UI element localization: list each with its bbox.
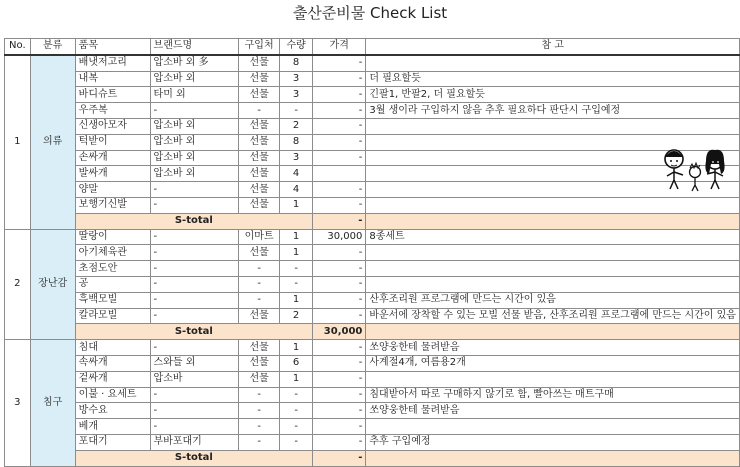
store-cell[interactable]: - bbox=[239, 261, 280, 277]
item-cell[interactable]: 방수요 bbox=[75, 403, 150, 419]
note-cell[interactable]: 산후조리원 프로그램에 만드는 시간이 있음 bbox=[366, 292, 740, 308]
item-cell[interactable]: 속싸개 bbox=[75, 355, 150, 371]
note-cell[interactable]: 더 필요할듯 bbox=[366, 71, 740, 87]
store-cell[interactable]: 선물 bbox=[239, 55, 280, 71]
store-cell[interactable]: - bbox=[239, 292, 280, 308]
table-row bbox=[5, 387, 740, 403]
table-row bbox=[5, 118, 740, 134]
store-cell[interactable]: 선물 bbox=[239, 197, 280, 213]
note-cell[interactable]: 쏘양웅한테 물려받음 bbox=[366, 340, 740, 356]
table-row bbox=[5, 229, 740, 245]
header-item[interactable]: 품목 bbox=[75, 39, 150, 55]
item-cell[interactable]: 침대 bbox=[75, 340, 150, 356]
table-row bbox=[5, 419, 740, 435]
qty-cell[interactable]: 4 bbox=[280, 166, 313, 182]
category-cell[interactable]: 의류 bbox=[30, 55, 75, 229]
note-cell[interactable]: 쏘양웅한테 물려받음 bbox=[366, 403, 740, 419]
table-row bbox=[5, 261, 740, 277]
table-row bbox=[5, 340, 740, 356]
item-cell[interactable]: 아기체육관 bbox=[75, 245, 150, 261]
qty-cell[interactable]: - bbox=[280, 261, 313, 277]
qty-cell[interactable]: 1 bbox=[280, 197, 313, 213]
item-cell[interactable]: 손싸개 bbox=[75, 150, 150, 166]
brand-cell[interactable]: - bbox=[150, 340, 239, 356]
store-cell[interactable]: 선물 bbox=[239, 71, 280, 87]
qty-cell[interactable]: - bbox=[280, 103, 313, 119]
note-cell[interactable]: 8종세트 bbox=[366, 229, 740, 245]
qty-cell[interactable]: 3 bbox=[280, 87, 313, 103]
item-cell[interactable]: 우주복 bbox=[75, 103, 150, 119]
brand-cell[interactable]: - bbox=[150, 292, 239, 308]
note-cell[interactable]: 추후 구입예정 bbox=[366, 434, 740, 450]
note-cell[interactable] bbox=[366, 55, 740, 71]
store-cell[interactable]: 선물 bbox=[239, 118, 280, 134]
brand-cell[interactable]: 압소바 외 bbox=[150, 166, 239, 182]
brand-cell[interactable]: 스와들 외 bbox=[150, 355, 239, 371]
store-cell[interactable]: - bbox=[239, 419, 280, 435]
subtotal-row bbox=[5, 324, 740, 340]
qty-cell[interactable]: 4 bbox=[280, 182, 313, 198]
price-cell[interactable]: - bbox=[313, 292, 366, 308]
brand-cell[interactable]: - bbox=[150, 308, 239, 324]
note-cell[interactable] bbox=[366, 245, 740, 261]
subtotal-note[interactable] bbox=[366, 450, 740, 466]
brand-cell[interactable]: - bbox=[150, 245, 239, 261]
table-row bbox=[5, 55, 740, 71]
price-cell[interactable]: - bbox=[313, 103, 366, 119]
store-cell[interactable]: 선물 bbox=[239, 134, 280, 150]
subtotal-price[interactable]: - bbox=[313, 213, 366, 229]
price-cell[interactable]: - bbox=[313, 419, 366, 435]
store-cell[interactable]: 선물 bbox=[239, 150, 280, 166]
item-cell[interactable]: 칼라모빌 bbox=[75, 308, 150, 324]
price-cell[interactable]: 30,000 bbox=[313, 229, 366, 245]
table-row bbox=[5, 371, 740, 387]
qty-cell[interactable]: 3 bbox=[280, 150, 313, 166]
header-no[interactable]: No. bbox=[5, 39, 31, 55]
note-cell[interactable]: 침대받아서 따로 구매하지 않기로 함, 빨아쓰는 매트구매 bbox=[366, 387, 740, 403]
price-cell[interactable]: - bbox=[313, 371, 366, 387]
header-row bbox=[5, 39, 740, 55]
item-cell[interactable]: 공 bbox=[75, 276, 150, 292]
checklist-table bbox=[4, 38, 740, 467]
subtotal-label[interactable]: S-total bbox=[75, 450, 312, 466]
store-cell[interactable]: - bbox=[239, 387, 280, 403]
table-row bbox=[5, 134, 740, 150]
brand-cell[interactable]: - bbox=[150, 419, 239, 435]
item-cell[interactable]: 배냇저고리 bbox=[75, 55, 150, 71]
price-cell[interactable]: - bbox=[313, 276, 366, 292]
table-row bbox=[5, 103, 740, 119]
price-cell[interactable]: - bbox=[313, 87, 366, 103]
store-cell[interactable]: 선물 bbox=[239, 308, 280, 324]
item-cell[interactable]: 겉싸개 bbox=[75, 371, 150, 387]
note-cell[interactable]: 3월 생이라 구입하지 않음 추후 필요하다 판단시 구입예정 bbox=[366, 103, 740, 119]
item-cell[interactable]: 이불 · 요세트 bbox=[75, 387, 150, 403]
table-row bbox=[5, 403, 740, 419]
brand-cell[interactable]: - bbox=[150, 387, 239, 403]
qty-cell[interactable]: 1 bbox=[280, 245, 313, 261]
store-cell[interactable]: - bbox=[239, 403, 280, 419]
table-row bbox=[5, 71, 740, 87]
note-cell[interactable] bbox=[366, 371, 740, 387]
item-cell[interactable]: 포대기 bbox=[75, 434, 150, 450]
brand-cell[interactable]: 압소바 bbox=[150, 371, 239, 387]
item-cell[interactable]: 신생아모자 bbox=[75, 118, 150, 134]
qty-cell[interactable]: - bbox=[280, 387, 313, 403]
note-cell[interactable]: 사계절4개, 여름용2개 bbox=[366, 355, 740, 371]
brand-cell[interactable]: - bbox=[150, 182, 239, 198]
item-cell[interactable]: 바디슈트 bbox=[75, 87, 150, 103]
header-price[interactable]: 가격 bbox=[313, 39, 366, 55]
brand-cell[interactable]: - bbox=[150, 197, 239, 213]
qty-cell[interactable]: 3 bbox=[280, 71, 313, 87]
store-cell[interactable]: 선물 bbox=[239, 87, 280, 103]
subtotal-price[interactable]: 30,000 bbox=[313, 324, 366, 340]
item-cell[interactable]: 딸랑이 bbox=[75, 229, 150, 245]
qty-cell[interactable]: 6 bbox=[280, 355, 313, 371]
brand-cell[interactable]: - bbox=[150, 403, 239, 419]
table-row bbox=[5, 308, 740, 324]
qty-cell[interactable]: - bbox=[280, 403, 313, 419]
note-cell[interactable] bbox=[366, 261, 740, 277]
price-cell[interactable]: - bbox=[313, 403, 366, 419]
store-cell[interactable]: - bbox=[239, 276, 280, 292]
table-row bbox=[5, 355, 740, 371]
brand-cell[interactable]: 압소바 외 bbox=[150, 134, 239, 150]
brand-cell[interactable]: 압소바 외 bbox=[150, 71, 239, 87]
table-row bbox=[5, 166, 740, 182]
store-cell[interactable]: 선물 bbox=[239, 355, 280, 371]
item-cell[interactable]: 턱받이 bbox=[75, 134, 150, 150]
price-cell[interactable] bbox=[313, 166, 366, 182]
subtotal-price[interactable]: - bbox=[313, 450, 366, 466]
brand-cell[interactable]: 부바포대기 bbox=[150, 434, 239, 450]
store-cell[interactable]: 선물 bbox=[239, 371, 280, 387]
brand-cell[interactable]: - bbox=[150, 229, 239, 245]
qty-cell[interactable]: 8 bbox=[280, 134, 313, 150]
subtotal-row bbox=[5, 213, 740, 229]
section-number-cell[interactable]: 1 bbox=[5, 55, 31, 229]
price-cell[interactable]: - bbox=[313, 387, 366, 403]
subtotal-row bbox=[5, 450, 740, 466]
qty-cell[interactable]: 8 bbox=[280, 55, 313, 71]
brand-cell[interactable]: 압소바 외 bbox=[150, 150, 239, 166]
store-cell[interactable]: 이마트 bbox=[239, 229, 280, 245]
table-row bbox=[5, 276, 740, 292]
price-cell[interactable]: - bbox=[313, 55, 366, 71]
brand-cell[interactable]: 압소바 외 bbox=[150, 118, 239, 134]
price-cell[interactable]: - bbox=[313, 182, 366, 198]
subtotal-note[interactable] bbox=[366, 213, 740, 229]
price-cell[interactable]: - bbox=[313, 71, 366, 87]
subtotal-note[interactable] bbox=[366, 324, 740, 340]
table-row bbox=[5, 182, 740, 198]
sheet-title: 출산준비물 Check List bbox=[292, 4, 448, 22]
store-cell[interactable]: 선물 bbox=[239, 340, 280, 356]
section-number-cell[interactable]: 2 bbox=[5, 229, 31, 340]
note-cell[interactable]: 긴팔1, 반팔2, 더 필요할듯 bbox=[366, 87, 740, 103]
note-cell[interactable] bbox=[366, 419, 740, 435]
qty-cell[interactable]: 1 bbox=[280, 371, 313, 387]
brand-cell[interactable]: - bbox=[150, 261, 239, 277]
qty-cell[interactable]: 1 bbox=[280, 340, 313, 356]
store-cell[interactable]: - bbox=[239, 434, 280, 450]
price-cell[interactable]: - bbox=[313, 434, 366, 450]
store-cell[interactable]: 선물 bbox=[239, 182, 280, 198]
price-cell[interactable]: - bbox=[313, 308, 366, 324]
note-cell[interactable] bbox=[366, 118, 740, 134]
qty-cell[interactable]: - bbox=[280, 434, 313, 450]
item-cell[interactable]: 초점도안 bbox=[75, 261, 150, 277]
item-cell[interactable]: 내복 bbox=[75, 71, 150, 87]
category-cell[interactable]: 장난감 bbox=[30, 229, 75, 340]
store-cell[interactable]: 선물 bbox=[239, 166, 280, 182]
brand-cell[interactable]: - bbox=[150, 276, 239, 292]
price-cell[interactable]: - bbox=[313, 150, 366, 166]
table-row bbox=[5, 434, 740, 450]
qty-cell[interactable]: - bbox=[280, 276, 313, 292]
qty-cell[interactable]: 1 bbox=[280, 292, 313, 308]
item-cell[interactable]: 흑백모빌 bbox=[75, 292, 150, 308]
table-row bbox=[5, 245, 740, 261]
header-category[interactable]: 분류 bbox=[30, 39, 75, 55]
qty-cell[interactable]: 1 bbox=[280, 229, 313, 245]
qty-cell[interactable]: - bbox=[280, 419, 313, 435]
store-cell[interactable]: - bbox=[239, 103, 280, 119]
price-cell[interactable]: - bbox=[313, 134, 366, 150]
header-brand[interactable]: 브랜드명 bbox=[150, 39, 239, 55]
item-cell[interactable]: 양말 bbox=[75, 182, 150, 198]
brand-cell[interactable]: 타미 외 bbox=[150, 87, 239, 103]
header-qty[interactable]: 수량 bbox=[280, 39, 313, 55]
kids-doodle-icon bbox=[661, 146, 731, 192]
table-row bbox=[5, 197, 740, 213]
table-row bbox=[5, 292, 740, 308]
item-cell[interactable]: 베개 bbox=[75, 419, 150, 435]
subtotal-label[interactable]: S-total bbox=[75, 324, 312, 340]
price-cell[interactable]: - bbox=[313, 261, 366, 277]
section-number-cell[interactable]: 3 bbox=[5, 340, 31, 466]
store-cell[interactable]: 선물 bbox=[239, 245, 280, 261]
note-cell[interactable] bbox=[366, 276, 740, 292]
subtotal-label[interactable]: S-total bbox=[75, 213, 312, 229]
item-cell[interactable]: 보행기신발 bbox=[75, 197, 150, 213]
header-note[interactable]: 참 고 bbox=[366, 39, 740, 55]
category-cell[interactable]: 침구 bbox=[30, 340, 75, 466]
brand-cell[interactable]: - bbox=[150, 103, 239, 119]
header-store[interactable]: 구입처 bbox=[239, 39, 280, 55]
note-cell[interactable] bbox=[366, 197, 740, 213]
price-cell[interactable]: - bbox=[313, 340, 366, 356]
price-cell[interactable]: - bbox=[313, 118, 366, 134]
checklist-body bbox=[5, 55, 740, 466]
qty-cell[interactable]: 2 bbox=[280, 118, 313, 134]
table-row bbox=[5, 150, 740, 166]
price-cell[interactable]: - bbox=[313, 355, 366, 371]
price-cell[interactable]: - bbox=[313, 245, 366, 261]
item-cell[interactable]: 발싸개 bbox=[75, 166, 150, 182]
price-cell[interactable]: - bbox=[313, 197, 366, 213]
qty-cell[interactable]: 2 bbox=[280, 308, 313, 324]
table-row bbox=[5, 87, 740, 103]
note-cell[interactable]: 바운서에 장착할 수 있는 모빌 선물 받음, 산후조리원 프로그램에 만드는 시간이 있음 bbox=[366, 308, 740, 324]
brand-cell[interactable]: 압소바 외 多 bbox=[150, 55, 239, 71]
